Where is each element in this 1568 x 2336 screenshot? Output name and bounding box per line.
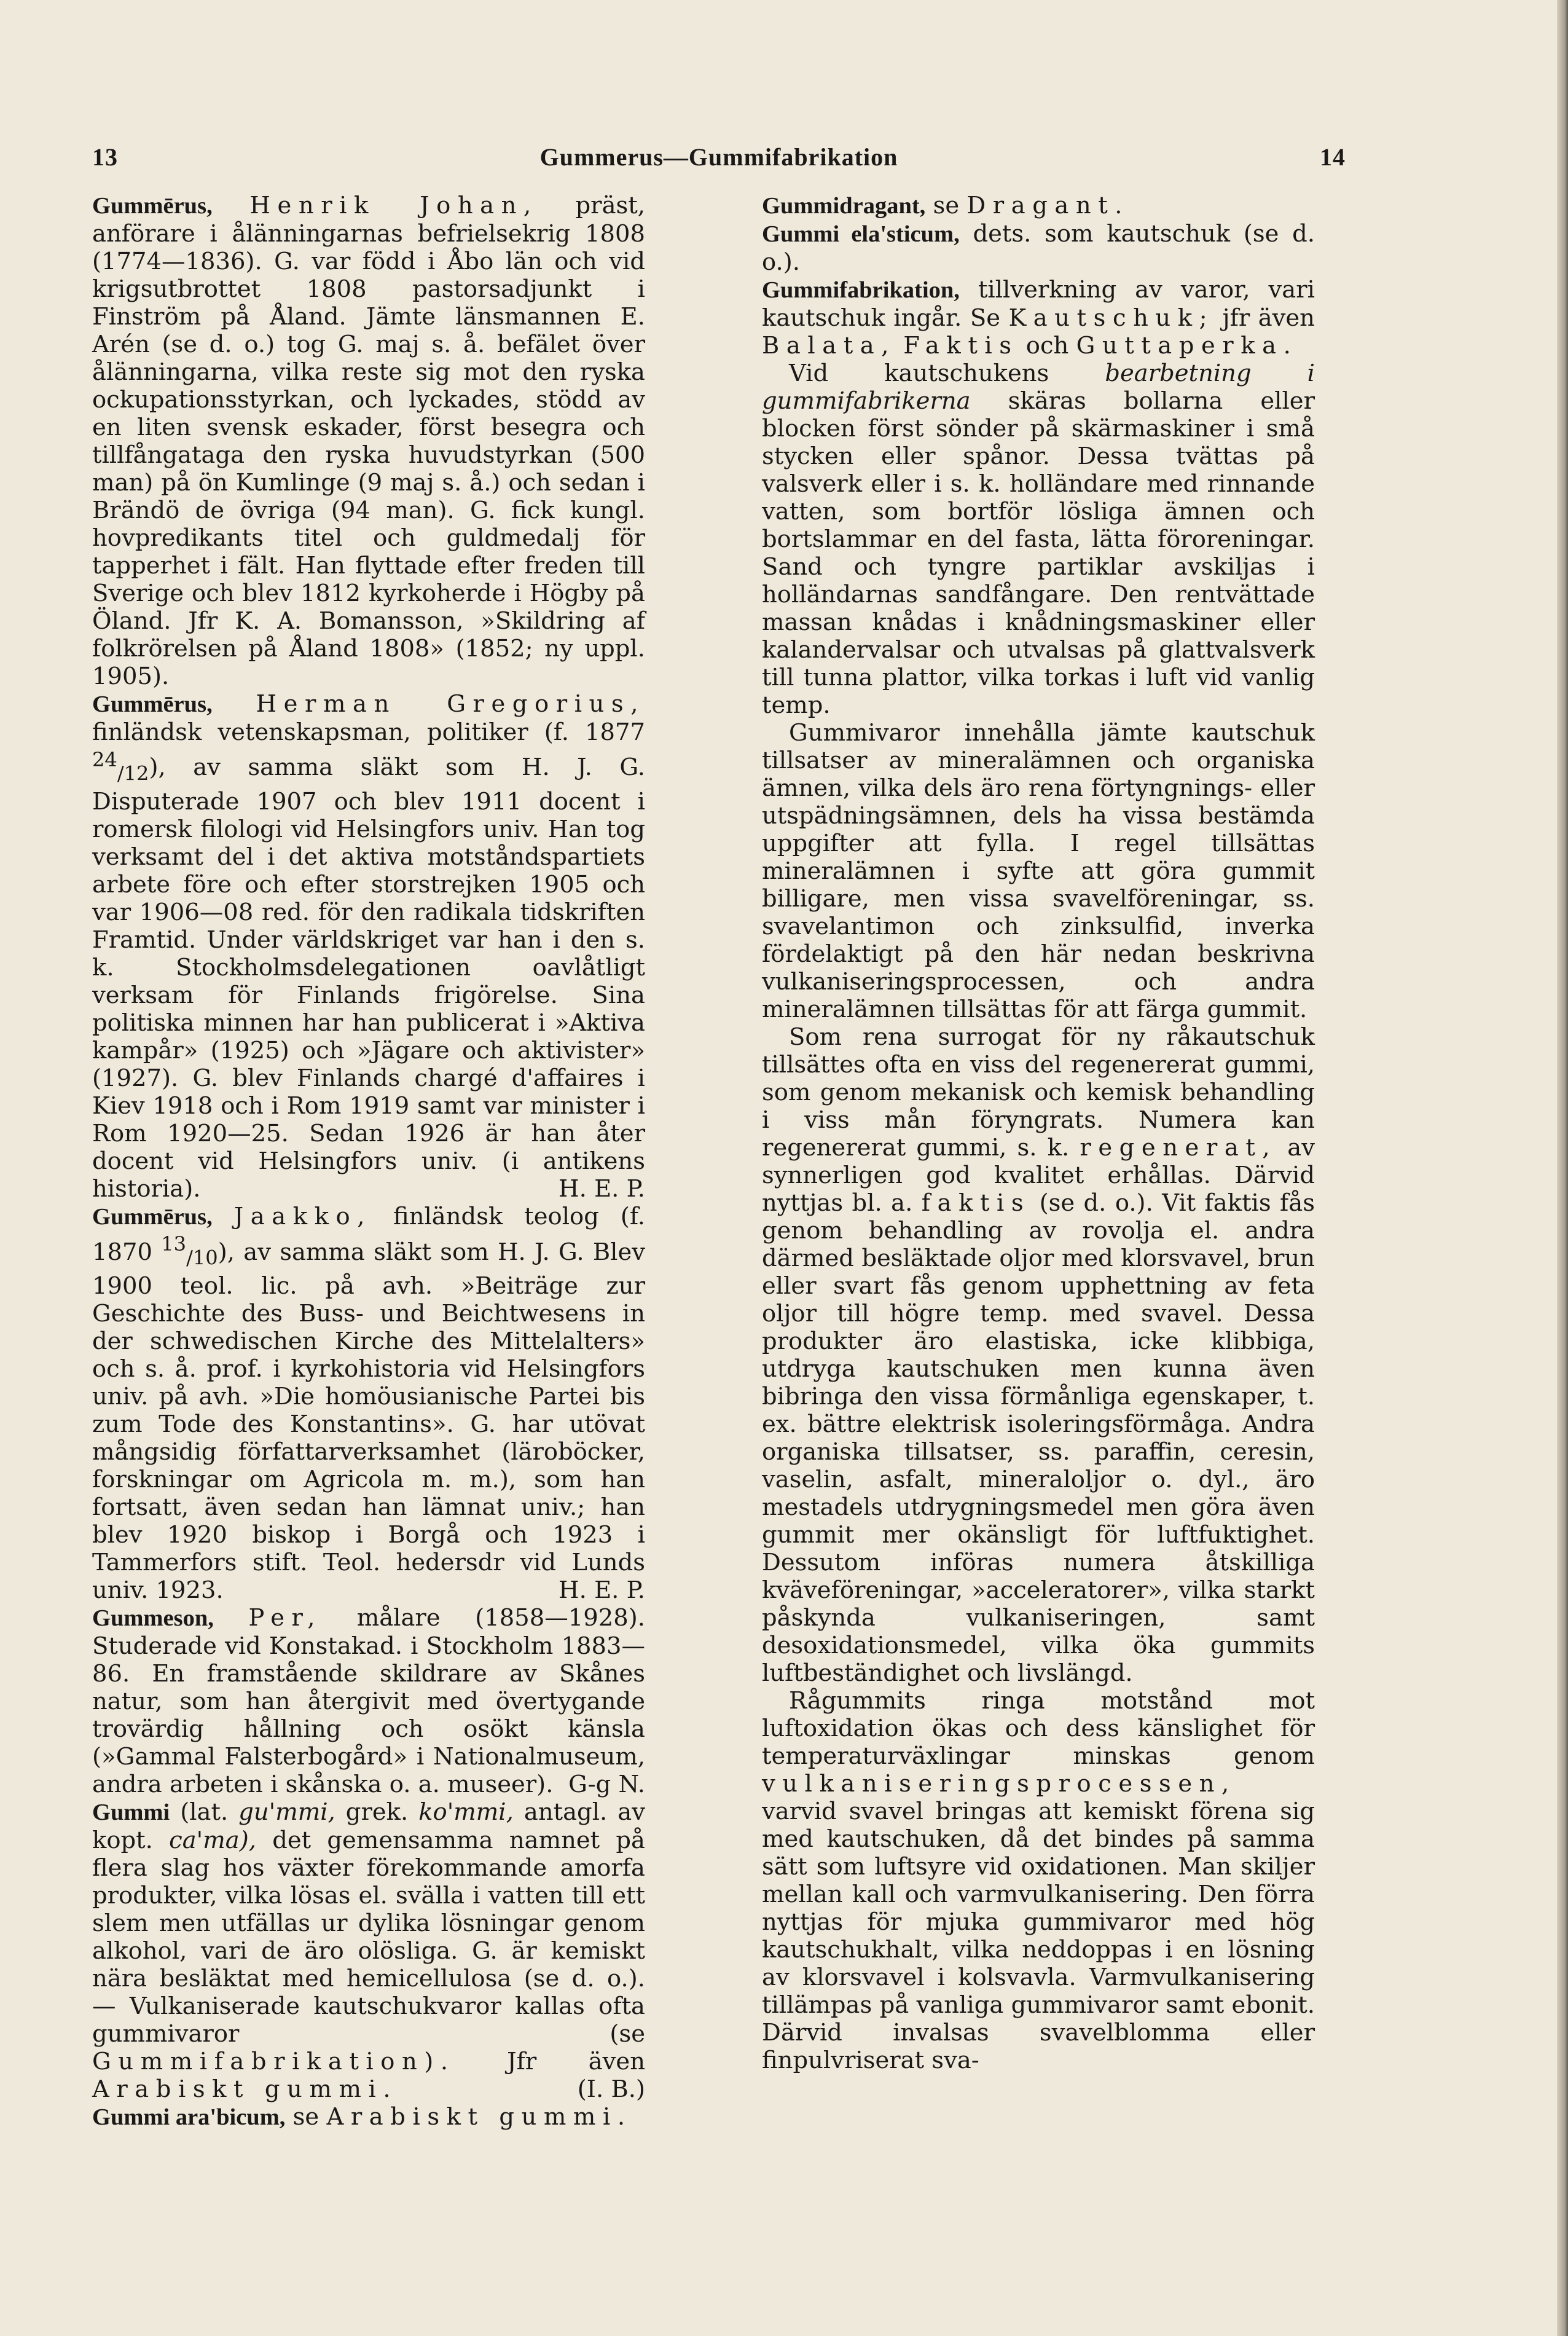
headword: Gummērus, [92,691,213,717]
spaced-term: vulkaniseringsprocessen, [762,1770,1236,1798]
forename: Henrik Johan, [249,192,538,219]
entry-text: grek. [345,1798,409,1827]
cross-reference[interactable]: Arabiskt gummi. [326,2103,632,2131]
author-signature: G-g N. [568,1771,645,1799]
page-number-right: 14 [1320,143,1346,171]
cross-reference[interactable]: Dragant. [966,192,1130,219]
author-signature: H. E. P. [559,1174,645,1203]
entry-text: dets. som kautschuk (se d. o.). [762,220,1315,276]
paragraph-text: av synnerligen god kvalitet erhållas. Därvid nyttjas bl. a. [762,1134,1315,1217]
paragraph-text: skäras bollarna eller blocken först sönder på skärmaskiner i små stycken eller spånor. Dessa tvättas på valsverk eller i s. k. holländare med rinnande vatten, som bortför lösliga ämnen och bortslammar en del fasta, lätta föroreningar. Sand och tyngre partiklar avskiljas i holländarnas sandfångare. Den rentvättade massan knådas i knådningsmaskiner eller kalandervalsar och utvalsas på glattvalsverk till tunna plattor, vilka torkas i luft vid vanlig temp. [762,387,1315,719]
latin-term: gu'mmi, [238,1798,335,1827]
coptic-term: ca'ma), [169,1827,256,1855]
entry-text: och [1025,332,1069,360]
entry-text: finländsk teolog (f. 1870 [92,1202,645,1266]
birthdate-fraction: $^{24}_{/12}$ [92,748,149,785]
paragraph-text: Rågummits ringa motstånd mot luftoxidation ökas och dess känslighet för temperaturväxlingar minskas genom [762,1687,1315,1770]
entry-gummi-arabicum [92,2103,645,2131]
entry-text: Jfr även [507,2048,645,2076]
forename: Herman Gregorius, [256,690,645,718]
entry-text-cont: ), av samma släkt som H. J. G. Disputerade 1907 och blev 1911 docent i romersk filologi vid Helsingfors univ. Han tog verksamt del i det aktiva motståndspartiets arbete före och efter storstrejken 1905 och var 1906—08 red. för den radikala tidskriften Framtid. Under världskriget var han i den s. k. Stockholmsdelegationen oavlåtligt verksam för Finlands frigörelse. Sina politiska minnen har han publicerat i »Aktiva kampår» (1925) och »Jägare och aktivister» (1927). G. blev Finlands chargé d'affaires i Kiev 1918 och i Rom 1919 samt var minister i Rom 1920—25. Sedan 1926 är han åter docent vid Helsingfors univ. (i antikens historia). [92,753,645,1203]
spaced-term: regenerat, [1080,1134,1277,1162]
entry-gummerus-henrik [92,192,645,690]
headword: Gummi [92,1799,170,1826]
headword: Gummidragant, [762,193,926,219]
running-title: Gummerus—Gummifabrikation [539,143,898,171]
page-number-left: 13 [92,143,118,171]
headword: Gummifabrikation, [762,277,960,303]
cross-reference[interactable]: Gummifabrikation). [92,2048,455,2076]
cross-reference[interactable]: Guttaperka. [1076,332,1298,360]
birthdate-fraction: $^{13}_{/10}$ [161,1232,218,1270]
entry-text: (lat. [180,1798,229,1827]
headword: Gummi ara'bicum, [92,2104,286,2131]
paragraph-text: Vid kautschukens [789,360,1049,387]
entry-gummifabrikation [762,276,1315,2074]
headword: Gummi ela'sticum, [762,221,960,247]
entry-text: se [292,2103,319,2131]
headword: Gummeson, [92,1605,214,1632]
paragraph [762,719,1315,1023]
greek-term: ko'mmi, [418,1798,514,1827]
running-header [92,143,1346,179]
forename: Jaakko, [233,1202,372,1230]
paragraph [762,1023,1315,1687]
headword: Gummērus, [92,193,213,219]
entry-gummerus-herman [92,690,645,1203]
entry-gummi-elasticum [762,220,1315,276]
entry-text-cont: ), av samma släkt som H. J. G. Blev 1900 teol. lic. på avh. »Beiträge zur Geschichte des Buss- und Beichtwesens in der schwedischen Kirche des Mittelalters» och s. å. prof. i kyrkohistoria vid Helsingfors univ. på avh. »Die homöusianische Partei bis zum Tode des Konstantins». G. har utövat mångsidig författarverksamhet (läroböcker, forskningar om Agricola m. m.), som han fortsatt, även sedan han lämnat univ.; han blev 1920 biskop i Borgå och 1923 i Tammerfors stift. Teol. hedersdr vid Lunds univ. 1923. [92,1238,645,1605]
entry-gummerus-jaakko [92,1203,645,1605]
entry-text: det gemensamma namnet på flera slag hos växter förekommande amorfa produkter, vilka lösas el. svälla i vatten till ett slem men utfällas ur dylika lösningar genom alkohol, vari de äro olösliga. G. är kemiskt nära besläktat med hemicellulosa (se d. o.). — Vulkaniserade kautschukvaror kallas ofta gummivaror (se [92,1827,645,2048]
author-signature: (I. B.) [577,2075,645,2104]
forename: Per, [248,1604,323,1632]
paragraph [762,1687,1315,2074]
cross-reference[interactable]: faktis [921,1189,1031,1217]
paragraph-text: Gummivaror innehålla jämte kautschuk tillsatser av mineralämnen och organiska ämnen, vilka dels äro rena förtyngnings- eller utspädningsämnen, dels ha vissa bestämda uppgifter att fylla. I regel tillsättas mineralämnen i syfte att göra gummit billigare, men vissa svavelföreningar, ss. svavelantimon och zinksulfid, inverka fördelaktigt på den här nedan beskrivna vulkaniseringsprocessen, och andra mineralämnen tillsättas för att färga gummit. [762,719,1315,1023]
page-edge-shadow [1557,0,1568,2336]
entry-text: antagl. av kopt. [92,1798,645,1855]
entry-text: målare (1858—1928). Studerade vid Konstakad. i Stockholm 1883—86. En framstående skildrare av Skånes natur, som han återgivit med övertygande trovärdig hållning och osökt känsla (»Gammal Falsterbogård» i Nationalmuseum, andra arbeten i skånska o. a. museer). [92,1604,645,1799]
entry-gummeson-per [92,1604,645,1798]
entry-gummi [92,1798,645,2103]
cross-reference[interactable]: Faktis [903,332,1019,360]
left-column [92,192,645,2131]
headword: Gummērus, [92,1203,213,1230]
cross-reference[interactable]: Balata, [762,332,896,360]
entry-text: präst, anförare i ålänningarnas befrielsekrig 1808 (1774—1836). G. var född i Åbo län och vid krigsutbrottet 1808 pastorsadjunkt i Finström på Åland. Jämte länsmannen E. Arén (se d. o.) tog G. maj s. å. befälet över ålänningarna, vilka reste sig mot den ryska ockupationsstyrkan, och lyckades, stödd av en liten svensk eskader, först besegra och tillfångataga den ryska huvudstyrkan (500 man) på ön Kumlinge (9 maj s. å.) och sedan i Brändö de övriga (94 man). G. fick kungl. hovpredikants titel och guldmedalj för tapperhet i fält. Han flyttade efter freden till Sverige och blev 1812 kyrkoherde i Högby på Öland. Jfr K. A. Bomansson, »Skildring af folkrörelsen på Åland 1808» (1852; ny uppl. 1905). [92,192,645,690]
entry-gummidragant [762,192,1315,220]
entry-text: finländsk vetenskapsman, politiker (f. 1877 [92,718,645,746]
paragraph [762,360,1315,719]
emphasis: bearbetning i gummifabrikerna [762,360,1315,415]
cross-reference[interactable]: Arabiskt gummi. [92,2075,398,2104]
entry-text: tillverkning av varor, vari kautschuk ingår. Se [762,276,1315,332]
paragraph-text: Som rena surrogat för ny råkautschuk tillsättes ofta en viss del regenererat gummi, som genom mekanisk och kemisk behandling i viss mån föryngrats. Numera kan regenererat gummi, s. k. [762,1023,1315,1162]
paragraph-text: varvid svavel bringas att kemiskt förena sig med kautschuken, då det bindes på samma sätt som luftsyre vid oxidationen. Man skiljer mellan kall och varmvulkanisering. Den förra nyttjas för mjuka gummivaror med hög kautschukhalt, vilka neddoppas i en lösning av klorsvavel i kolsvavla. Varmvulkanisering tillämpas på vanliga gummivaror samt ebonit. Därvid invalsas svavelblomma eller finpulvriserat sva- [762,1798,1315,2074]
author-signature: H. E. P. [559,1576,645,1605]
cross-reference[interactable]: Kautschuk; [1008,304,1215,332]
paragraph-text: (se d. o.). Vit faktis fås genom behandling av rovolja el. andra därmed besläktade oljor med klorsvavel, brun eller svart fås genom upphettning av feta oljor till högre temp. med svavel. Dessa produkter äro elastiska, icke klibbiga, utdryga kautschuken men kunna även bibringa den vissa förmånliga egenskaper, t. ex. bättre elektrisk isoleringsförmåga. Andra organiska tillsatser, ss. paraffin, ceresin, vaselin, asfalt, mineraloljor o. dyl., äro mestadels utdrygningsmedel men göra även gummit mer okänsligt för luftfuktighet. Dessutom införas numera åtskilliga kväveföreningar, »acceleratorer», vilka starkt påskynda vulkaniseringen, samt desoxidationsmedel, vilka öka gummits luftbeständighet och livslängd. [762,1189,1315,1687]
right-column [762,192,1315,2074]
entry-text: se [933,192,960,219]
entry-text: jfr även [1222,304,1315,332]
